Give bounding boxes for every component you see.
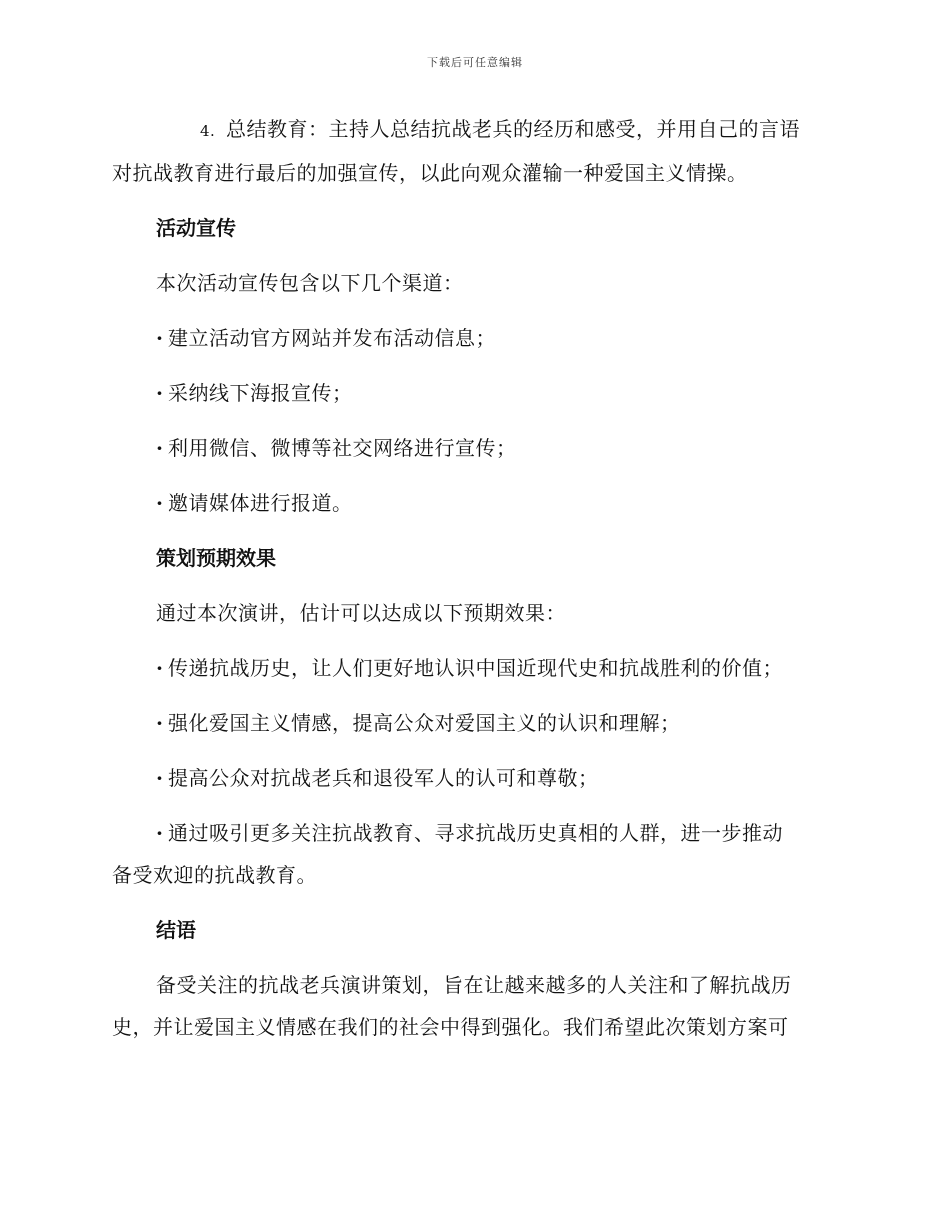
bullet-line-first: [112, 812, 838, 854]
bullet-icon: ·: [156, 381, 164, 405]
bullet-item: [112, 757, 838, 799]
conclusion-line-1: 备受关注的抗战老兵演讲策划，旨在让越来越多的人关注和了解抗战历: [156, 973, 792, 997]
item-number: 4.: [200, 122, 216, 140]
bullet-text: 通过吸引更多关注抗战教育、寻求抗战历史真相的人群，进一步推动: [168, 821, 783, 845]
bullet-text: 强化爱国主义情感，提高公众对爱国主义的认识和理解；: [168, 711, 681, 735]
bullet-item: [112, 482, 838, 524]
bullet-icon: ·: [156, 711, 164, 735]
bullet-icon: ·: [156, 821, 164, 845]
item-text: 总结教育：主持人总结抗战老兵的经历和感受，并用自己的言语: [226, 117, 800, 141]
bullet-item: [112, 427, 838, 469]
numbered-item-line: [112, 108, 838, 152]
header-note: 下载后可任意编辑: [427, 56, 523, 69]
bullet-item: [112, 647, 838, 689]
numbered-item-4: [112, 108, 838, 194]
conclusion-line-2: 史，并让爱国主义情感在我们的社会中得到强化。我们希望此次策划方案可: [112, 1015, 789, 1039]
bullet-icon: ·: [156, 491, 164, 515]
bullet-icon: ·: [156, 436, 164, 460]
effects-intro: 通过本次演讲，估计可以达成以下预期效果：: [156, 601, 566, 625]
bullet-icon: ·: [156, 656, 164, 680]
item-continuation: 对抗战教育进行最后的加强宣传，以此向观众灌输一种爱国主义情操。: [112, 161, 748, 185]
bullet-text: 采纳线下海报宣传；: [168, 381, 353, 405]
bullet-text: 提高公众对抗战老兵和退役军人的认可和尊敬；: [168, 766, 599, 790]
bullet-text: 邀请媒体进行报道。: [168, 491, 353, 515]
heading-publicity: 活动宣传: [156, 216, 236, 240]
bullet-text: 建立活动官方网站并发布活动信息；: [168, 326, 496, 350]
bullet-text: 利用微信、微博等社交网络进行宣传；: [168, 436, 517, 460]
heading-expected-effects: 策划预期效果: [156, 546, 276, 570]
bullet-item-wrapped: [112, 812, 838, 896]
bullet-item: [112, 372, 838, 414]
bullet-item: [112, 702, 838, 744]
bullet-item: [112, 317, 838, 359]
document-body: [112, 108, 838, 1061]
bullet-icon: ·: [156, 766, 164, 790]
publicity-intro: 本次活动宣传包含以下几个渠道：: [156, 271, 464, 295]
bullet-icon: ·: [156, 326, 164, 350]
bullet-text: 传递抗战历史，让人们更好地认识中国近现代史和抗战胜利的价值；: [168, 656, 783, 680]
bullet-line-continuation: 备受欢迎的抗战教育。: [112, 863, 317, 887]
heading-conclusion: 结语: [156, 918, 196, 942]
